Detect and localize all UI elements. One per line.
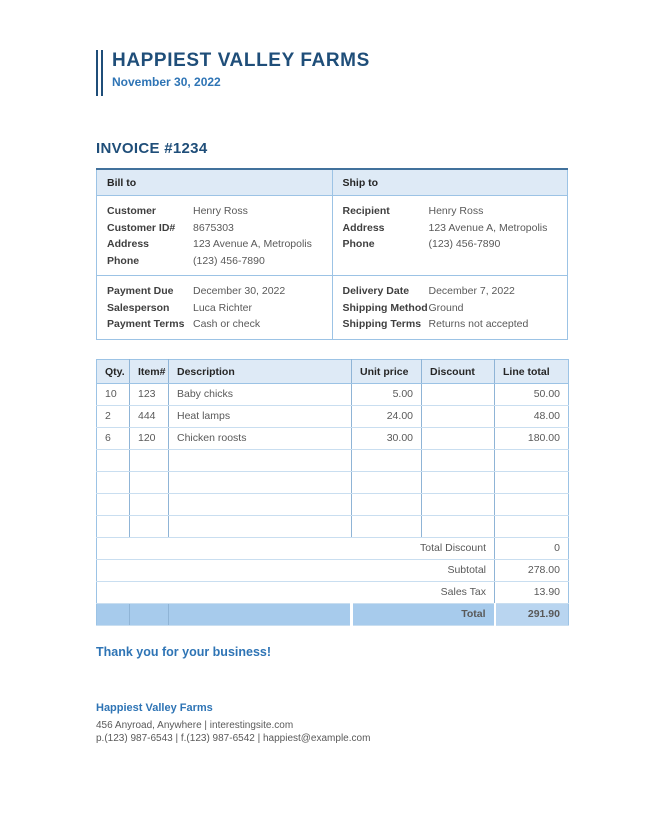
cell-empty	[422, 449, 495, 471]
field-value: December 30, 2022	[193, 285, 286, 297]
cell-empty	[130, 449, 169, 471]
cell-empty	[352, 515, 422, 537]
thank-you-message: Thank you for your business!	[96, 644, 272, 659]
bill-to-block	[97, 196, 333, 276]
total-value: 291.90	[495, 603, 569, 625]
cell-empty	[130, 493, 169, 515]
field-label: Customer	[107, 205, 157, 217]
col-qty: Qty.	[97, 359, 130, 383]
table-row	[97, 383, 569, 405]
cell-empty	[169, 515, 352, 537]
table-row-empty	[97, 493, 569, 515]
footer-address: 456 Anyroad, Anywhere | interestingsite.com	[96, 719, 294, 731]
info-row	[107, 300, 322, 317]
cell-empty	[169, 471, 352, 493]
summary-value: 278.00	[495, 559, 569, 581]
info-row	[343, 300, 558, 317]
field-label: Shipping Terms	[342, 318, 422, 330]
info-row	[107, 203, 322, 220]
total-row	[97, 603, 569, 625]
info-row	[107, 236, 322, 253]
info-row	[343, 283, 558, 300]
cell-discount	[422, 405, 495, 427]
cell-item: 123	[130, 383, 169, 405]
cell-empty	[422, 493, 495, 515]
cell-empty	[495, 515, 569, 537]
table-row-empty	[97, 515, 569, 537]
field-label: Phone	[107, 254, 140, 267]
field-value: Luca Richter	[193, 301, 252, 314]
footer	[96, 702, 568, 745]
field-label: Recipient	[342, 205, 390, 217]
cell-empty	[352, 493, 422, 515]
header	[96, 50, 568, 96]
field-label: Address	[107, 238, 150, 250]
cell-discount	[422, 427, 495, 449]
summary-label: Sales Tax	[97, 581, 495, 603]
field-label: Payment Terms	[107, 318, 185, 330]
col-discount: Discount	[422, 359, 495, 383]
cell-empty	[97, 493, 130, 515]
cell-unit-price: 24.00	[352, 405, 422, 427]
field-label: Phone	[342, 238, 375, 250]
cell-line-total: 50.00	[495, 383, 569, 405]
footer-contact: p.(123) 987-6543 | f.(123) 987-6542 | happiest@example.com	[96, 732, 371, 744]
field-value: 123 Avenue A, Metropolis	[428, 221, 548, 234]
cell-empty	[495, 471, 569, 493]
field-value: Ground	[428, 301, 464, 314]
field-value: (123) 456-7890	[428, 238, 501, 250]
total-label: Total	[352, 603, 495, 625]
invoice-title: INVOICE #1234	[96, 140, 208, 157]
info-row	[343, 236, 558, 253]
info-row	[343, 316, 558, 333]
cell-empty	[169, 493, 352, 515]
cell-qty: 10	[97, 383, 130, 405]
col-unit-price: Unit price	[352, 359, 422, 383]
cell-empty	[422, 471, 495, 493]
info-row	[107, 253, 322, 270]
cell-empty	[352, 449, 422, 471]
info-row	[107, 283, 322, 300]
field-label: Address	[342, 221, 385, 234]
company-name: HAPPIEST VALLEY FARMS	[112, 50, 370, 71]
cell-item: 120	[130, 427, 169, 449]
cell-description: Heat lamps	[169, 405, 352, 427]
field-label: Customer ID#	[107, 221, 176, 234]
cell-qty: 6	[97, 427, 130, 449]
items-table	[96, 359, 569, 626]
info-row	[343, 203, 558, 220]
items-header-row	[97, 359, 569, 383]
cell-empty	[97, 603, 130, 625]
field-value: December 7, 2022	[428, 285, 515, 297]
field-value: Cash or check	[193, 318, 261, 330]
field-label: Payment Due	[107, 285, 174, 297]
field-value: Returns not accepted	[428, 318, 529, 330]
cell-empty	[97, 515, 130, 537]
field-value: Henry Ross	[428, 205, 484, 217]
summary-label: Total Discount	[97, 537, 495, 559]
info-header-row	[97, 169, 568, 196]
customer-recipient-row	[97, 196, 568, 276]
field-label: Salesperson	[107, 301, 170, 314]
cell-empty	[169, 603, 352, 625]
table-row-empty	[97, 471, 569, 493]
summary-row	[97, 559, 569, 581]
info-row	[107, 316, 322, 333]
cell-qty: 2	[97, 405, 130, 427]
summary-row	[97, 537, 569, 559]
payment-block	[97, 276, 333, 340]
header-accent-bars-icon	[96, 50, 103, 96]
col-item: Item#	[130, 359, 169, 383]
cell-empty	[130, 471, 169, 493]
cell-empty	[130, 603, 169, 625]
cell-empty	[130, 515, 169, 537]
table-row-empty	[97, 449, 569, 471]
cell-line-total: 48.00	[495, 405, 569, 427]
bill-to-header: Bill to	[97, 169, 333, 196]
summary-label: Subtotal	[97, 559, 495, 581]
summary-value: 13.90	[495, 581, 569, 603]
info-row	[107, 220, 322, 237]
cell-discount	[422, 383, 495, 405]
cell-unit-price: 30.00	[352, 427, 422, 449]
billing-shipping-table	[96, 168, 568, 340]
table-row	[97, 405, 569, 427]
cell-empty	[422, 515, 495, 537]
ship-to-block	[332, 196, 568, 276]
field-value: Henry Ross	[193, 205, 248, 217]
invoice-date: November 30, 2022	[112, 74, 221, 89]
cell-empty	[169, 449, 352, 471]
header-text	[112, 50, 370, 96]
summary-row	[97, 581, 569, 603]
cell-empty	[97, 449, 130, 471]
cell-item: 444	[130, 405, 169, 427]
summary-value: 0	[495, 537, 569, 559]
field-value: 123 Avenue A, Metropolis	[193, 238, 312, 250]
field-value: (123) 456-7890	[193, 254, 265, 267]
col-line-total: Line total	[495, 359, 569, 383]
col-description: Description	[169, 359, 352, 383]
field-label: Shipping Method	[342, 301, 428, 314]
cell-line-total: 180.00	[495, 427, 569, 449]
field-label: Delivery Date	[342, 285, 410, 297]
cell-empty	[97, 471, 130, 493]
cell-empty	[495, 449, 569, 471]
table-row	[97, 427, 569, 449]
cell-description: Baby chicks	[169, 383, 352, 405]
field-value: 8675303	[193, 221, 234, 234]
cell-description: Chicken roosts	[169, 427, 352, 449]
footer-company-name: Happiest Valley Farms	[96, 701, 213, 714]
shipping-block	[332, 276, 568, 340]
cell-unit-price: 5.00	[352, 383, 422, 405]
payment-shipping-row	[97, 276, 568, 340]
info-row	[343, 220, 558, 237]
cell-empty	[352, 471, 422, 493]
cell-empty	[495, 493, 569, 515]
ship-to-header: Ship to	[332, 169, 568, 196]
